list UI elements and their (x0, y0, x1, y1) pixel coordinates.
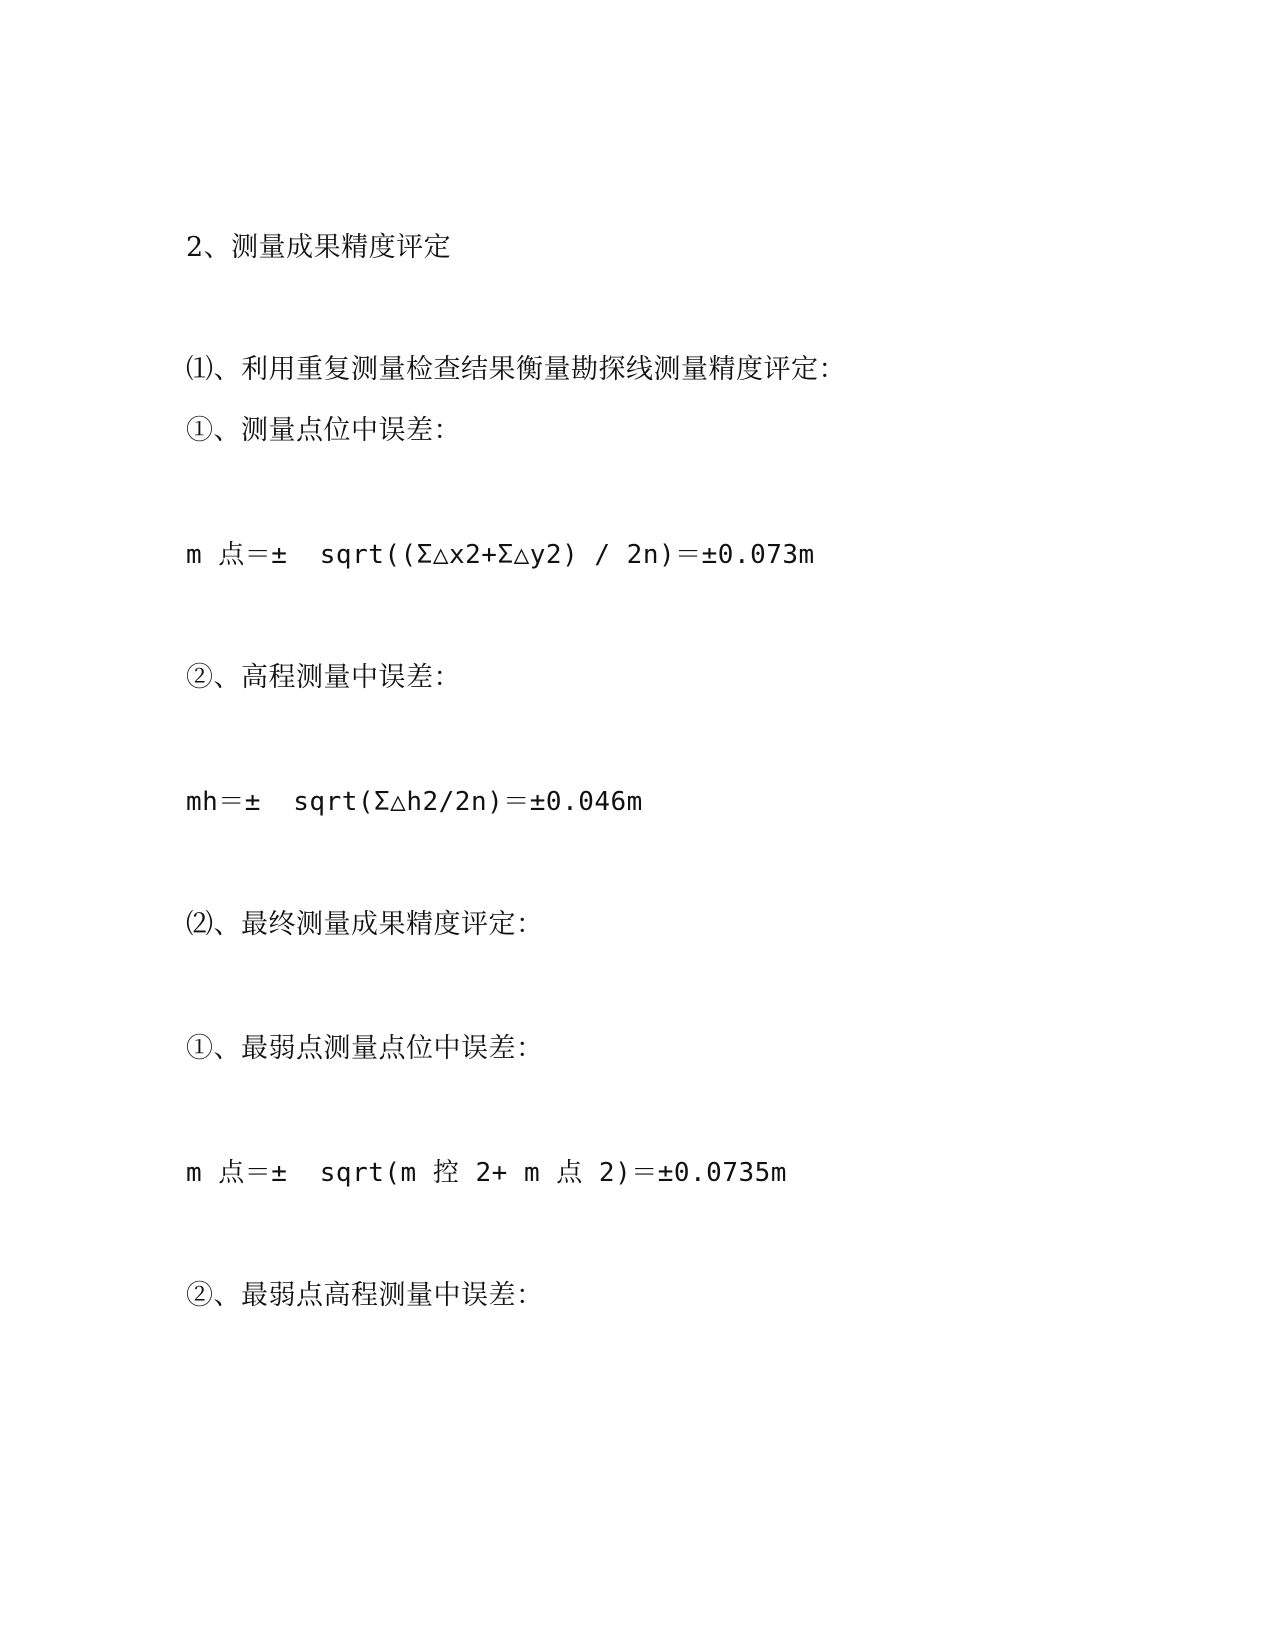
section-heading: 2、测量成果精度评定 (186, 232, 452, 263)
formula-elevation-error: mh＝± sqrt(Σ△h2/2n)＝±0.046m (186, 787, 643, 817)
item-2-2-heading: ②、最弱点高程测量中误差： (186, 1280, 544, 1311)
item-1-1-heading: ①、测量点位中误差： (186, 415, 461, 446)
item-1-2-heading: ②、高程测量中误差： (186, 662, 461, 693)
formula-point-error: m 点＝± sqrt((Σ△x2+Σ△y2) / 2n)＝±0.073m (186, 540, 815, 570)
subsection-1-heading: ⑴、利用重复测量检查结果衡量勘探线测量精度评定： (186, 354, 846, 385)
item-2-1-heading: ①、最弱点测量点位中误差： (186, 1033, 544, 1064)
subsection-2-heading: ⑵、最终测量成果精度评定： (186, 909, 544, 940)
formula-weakest-point-error: m 点＝± sqrt(m 控 2+ m 点 2)＝±0.0735m (186, 1158, 787, 1188)
